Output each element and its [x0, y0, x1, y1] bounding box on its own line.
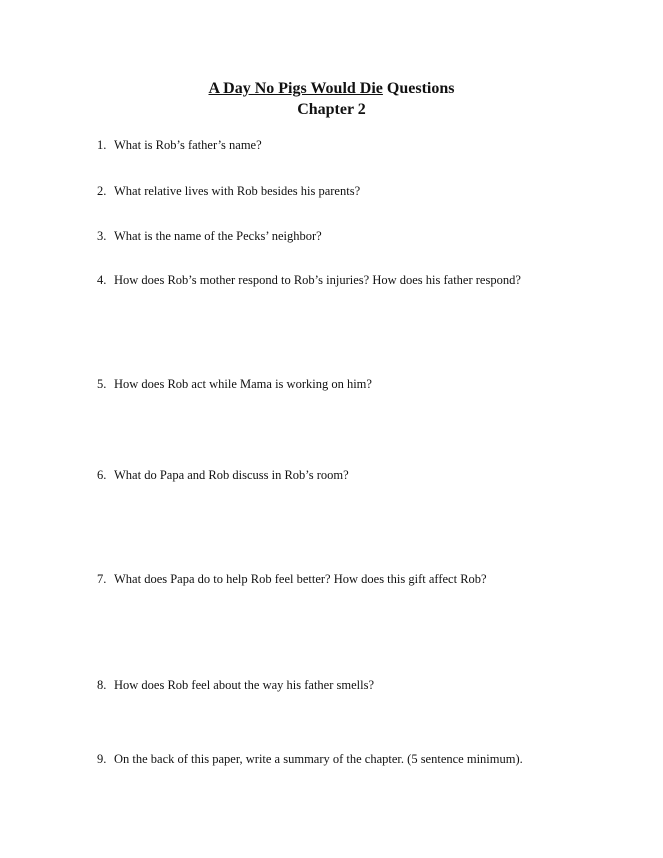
question-text: How does Rob’s mother respond to Rob’s injuries? How does his father respond?: [114, 273, 521, 287]
book-title: A Day No Pigs Would Die: [208, 80, 383, 97]
question-item: [97, 183, 360, 199]
question-number: 9.: [97, 752, 107, 766]
question-item: [97, 137, 262, 153]
question-number: 3.: [97, 229, 107, 243]
question-item: [97, 677, 374, 693]
question-text: What is the name of the Pecks’ neighbor?: [114, 229, 322, 243]
question-text: What is Rob’s father’s name?: [114, 138, 262, 152]
question-number: 2.: [97, 184, 107, 198]
question-item: [97, 751, 523, 767]
question-text: On the back of this paper, write a summary of the chapter. (5 sentence minimum).: [114, 752, 523, 766]
question-text: What do Papa and Rob discuss in Rob’s room?: [114, 468, 349, 482]
question-text: How does Rob feel about the way his father smells?: [114, 678, 375, 692]
question-item: [97, 467, 349, 483]
question-number: 1.: [97, 138, 107, 152]
chapter-heading: Chapter 2: [297, 101, 366, 118]
question-number: 5.: [97, 377, 107, 391]
question-item: [97, 272, 521, 288]
worksheet-title: [0, 79, 663, 99]
question-item: [97, 228, 322, 244]
title-suffix: Questions: [382, 80, 455, 97]
question-number: 8.: [97, 678, 107, 692]
question-text: What does Papa do to help Rob feel better? How does this gift affect Rob?: [114, 572, 487, 586]
question-text: How does Rob act while Mama is working on him?: [114, 377, 372, 391]
question-text: What relative lives with Rob besides his parents?: [114, 184, 361, 198]
question-item: [97, 571, 487, 587]
question-number: 6.: [97, 468, 107, 482]
question-item: [97, 376, 372, 392]
question-number: 7.: [97, 572, 107, 586]
question-number: 4.: [97, 273, 107, 287]
